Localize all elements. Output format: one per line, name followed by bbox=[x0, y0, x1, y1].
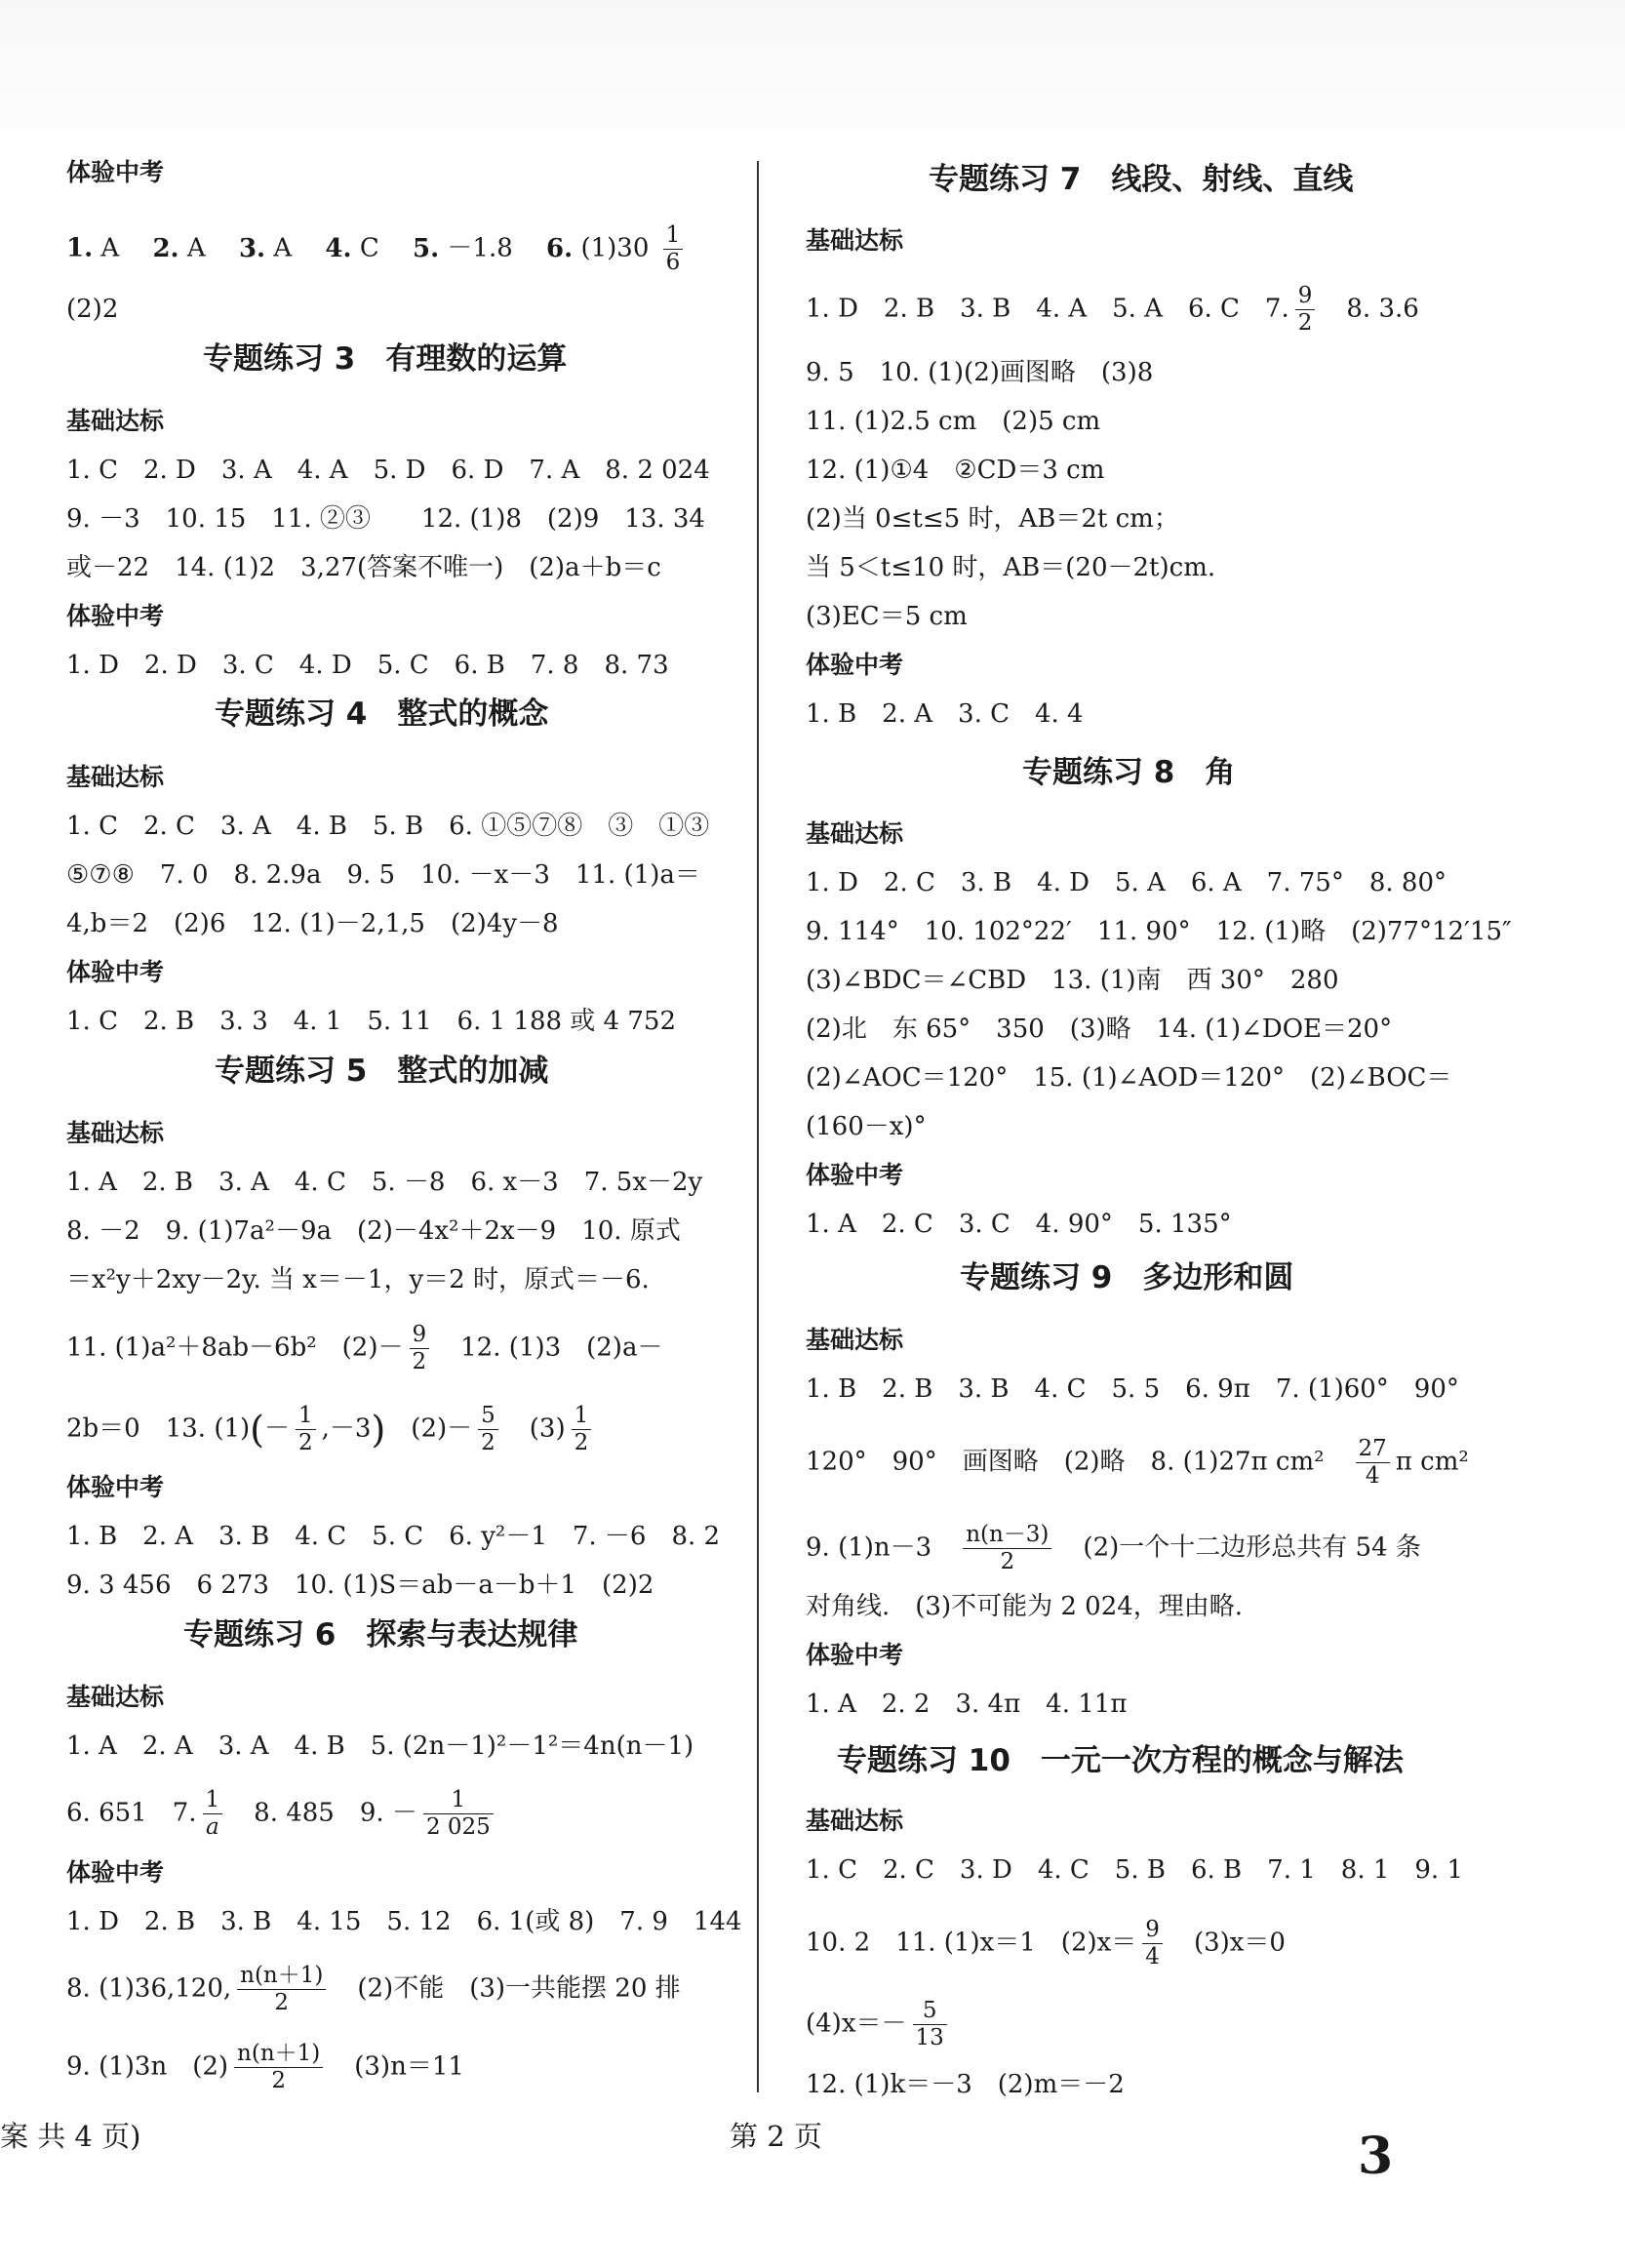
label-basic: 基础达标 bbox=[806, 1326, 904, 1354]
answer-row: 1. A 2. A 3. A 4. B 5. (2n－1)²－1²＝4n(n－1) bbox=[66, 1731, 694, 1761]
footer-page: 第 2 页 bbox=[730, 2120, 822, 2153]
fraction: $\frac{1}{2 025}$ bbox=[423, 1787, 494, 1841]
answer-row: 8. －2 9. (1)7a²－9a (2)－4x²＋2x－9 10. 原式 bbox=[66, 1216, 681, 1246]
answer-row: 1. C 2. C 3. A 4. B 5. B 6. ①⑤⑦⑧ ③ ①③ bbox=[66, 812, 710, 841]
fraction: $\frac{27}{4}$ bbox=[1356, 1436, 1390, 1490]
label-exam: 体验中考 bbox=[66, 958, 165, 986]
fraction: $\frac{1}{6}$ bbox=[663, 222, 684, 276]
answer-row: ＝x²y＋2xy－2y. 当 x＝－1，y＝2 时，原式＝－6. bbox=[66, 1265, 650, 1294]
answer-row: 1. A 2. B 3. A 4. C 5. －8 6. x－3 7. 5x－2y bbox=[66, 1168, 703, 1197]
answer-row: 9. 3 456 6 273 10. (1)S＝ab－a－b＋1 (2)2 bbox=[66, 1571, 654, 1600]
section-title-8: 专题练习 8 角 bbox=[1022, 755, 1236, 790]
fraction: $\frac{9}{2}$ bbox=[410, 1322, 430, 1375]
label-basic: 基础达标 bbox=[66, 1119, 165, 1147]
top-band bbox=[0, 0, 1625, 129]
answer-row: 2b＝0 13. (1)(－ $\frac{1}{2}$ ,－3) (2)－ $\frac{5}{2}$ (3) $\frac{1}{2}$ bbox=[66, 1403, 597, 1456]
label-basic: 基础达标 bbox=[66, 763, 165, 791]
answer-row: 1. C 2. D 3. A 4. A 5. D 6. D 7. A 8. 2 024 bbox=[66, 456, 710, 485]
answer-row: 9. －3 10. 15 11. ②③ 12. (1)8 (2)9 13. 34 bbox=[66, 504, 705, 534]
answer-row: (2)北 东 65° 350 (3)略 14. (1)∠DOE＝20° bbox=[806, 1015, 1393, 1044]
answer-row: 120° 90° 画图略 (2)略 8. (1)27π cm² $\frac{27}{4}$ π cm² bbox=[806, 1436, 1469, 1489]
answer-row: 9. (1)n－3 $\frac{n(n-3)}{2}$ (2)一个十二边形总共有 54 条 bbox=[806, 1522, 1421, 1574]
fraction: $\frac{n(n-3)}{2}$ bbox=[963, 1522, 1051, 1575]
answer-row: 12. (1)①4 ②CD＝3 cm bbox=[806, 456, 1105, 485]
label-basic: 基础达标 bbox=[806, 1807, 904, 1835]
fraction: $\frac{9}{4}$ bbox=[1142, 1917, 1163, 1970]
answer-row: 12. (1)k＝－3 (2)m＝－2 bbox=[806, 2070, 1125, 2099]
answer-row: 9. 114° 10. 102°22′ 11. 90° 12. (1)略 (2)77°12′15″ bbox=[806, 917, 1512, 946]
label-exam: 体验中考 bbox=[66, 158, 165, 186]
column-divider bbox=[757, 161, 759, 2092]
label-exam: 体验中考 bbox=[806, 651, 904, 679]
answer-row: (3)∠BDC＝∠CBD 13. (1)南 西 30° 280 bbox=[806, 966, 1339, 995]
section-title-4: 专题练习 4 整式的概念 bbox=[215, 696, 549, 732]
answer-row: 6. 651 7. $\frac{1}{a}$ 8. 485 9. － $\frac{1}{2 025}$ bbox=[66, 1787, 499, 1841]
answer-row: (4)x＝－ $\frac{5}{13}$ bbox=[806, 1998, 953, 2051]
fraction: $\frac{1}{a}$ bbox=[203, 1787, 223, 1841]
answer-row: 1. B 2. A 3. B 4. C 5. C 6. y²－1 7. －6 8. 2 bbox=[66, 1522, 721, 1551]
label-basic: 基础达标 bbox=[66, 1683, 165, 1711]
label-exam: 体验中考 bbox=[66, 602, 165, 630]
answer-row: 或－22 14. (1)2 3,27(答案不唯一) (2)a＋b＝c bbox=[66, 553, 661, 582]
fraction: $\frac{n(n+1)}{2}$ bbox=[234, 2041, 323, 2094]
answer-row: 1. D 2. D 3. C 4. D 5. C 6. B 7. 8 8. 73 bbox=[66, 651, 669, 680]
answer-row: 1. A 2. A 3. A 4. C 5. －1.8 6. (1)30 $\frac{1}{6}$ bbox=[66, 222, 689, 276]
answer-row: 1. A 2. 2 3. 4π 4. 11π bbox=[806, 1690, 1128, 1719]
answer-row: 1. D 2. B 3. B 4. A 5. A 6. C 7. $\frac{9}{2}$ 8. 3.6 bbox=[806, 283, 1419, 336]
fraction: $\frac{5}{2}$ bbox=[478, 1403, 498, 1456]
answer-row: ⑤⑦⑧ 7. 0 8. 2.9a 9. 5 10. －x－3 11. (1)a＝ bbox=[66, 860, 700, 890]
label-exam: 体验中考 bbox=[66, 1858, 165, 1887]
page-number-badge: 3 bbox=[1358, 2127, 1394, 2186]
answer-row: 11. (1)2.5 cm (2)5 cm bbox=[806, 407, 1101, 436]
answer-row: 1. D 2. C 3. B 4. D 5. A 6. A 7. 75° 8. 80° bbox=[806, 868, 1447, 897]
answer-row: 4,b＝2 (2)6 12. (1)－2,1,5 (2)4y－8 bbox=[66, 909, 559, 938]
footer-left: 案 共 4 页) bbox=[0, 2120, 141, 2153]
answer-row: 1. A 2. C 3. C 4. 90° 5. 135° bbox=[806, 1210, 1232, 1239]
label-exam: 体验中考 bbox=[806, 1641, 904, 1669]
label-basic: 基础达标 bbox=[806, 226, 904, 255]
answer-row: 当 5＜t≤10 时，AB＝(20－2t)cm. bbox=[806, 553, 1216, 582]
section-title-7: 专题练习 7 线段、射线、直线 bbox=[929, 162, 1354, 197]
answer-row: 对角线. (3)不可能为 2 024，理由略. bbox=[806, 1592, 1244, 1621]
answer-row: 1. C 2. C 3. D 4. C 5. B 6. B 7. 1 8. 1 9. 1 bbox=[806, 1855, 1464, 1885]
label-basic: 基础达标 bbox=[66, 407, 165, 435]
answer-row: (2)∠AOC＝120° 15. (1)∠AOD＝120° (2)∠BOC＝ bbox=[806, 1063, 1452, 1093]
answer-row: 1. B 2. B 3. B 4. C 5. 5 6. 9π 7. (1)60° 90° bbox=[806, 1374, 1459, 1404]
label-basic: 基础达标 bbox=[806, 819, 904, 848]
answer-row: 1. B 2. A 3. C 4. 4 bbox=[806, 699, 1084, 729]
fraction: $\frac{1}{2}$ bbox=[572, 1403, 592, 1456]
answer-row: 1. C 2. B 3. 3 4. 1 5. 11 6. 1 188 或 4 752 bbox=[66, 1007, 676, 1036]
label-exam: 体验中考 bbox=[66, 1473, 165, 1501]
answer-row: (160－x)° bbox=[806, 1112, 927, 1141]
section-title-10: 专题练习 10 一元一次方程的概念与解法 bbox=[837, 1743, 1404, 1778]
answer-row: (2)当 0≤t≤5 时，AB＝2t cm； bbox=[806, 504, 1179, 534]
section-title-6: 专题练习 6 探索与表达规律 bbox=[183, 1617, 578, 1652]
section-title-3: 专题练习 3 有理数的运算 bbox=[203, 341, 568, 377]
answer-row: 8. (1)36,120, $\frac{n(n+1)}{2}$ (2)不能 (3)一共能摆 20 排 bbox=[66, 1963, 681, 2015]
section-title-9: 专题练习 9 多边形和圆 bbox=[960, 1260, 1294, 1295]
section-title-5: 专题练习 5 整式的加减 bbox=[215, 1054, 549, 1089]
label-exam: 体验中考 bbox=[806, 1161, 904, 1189]
answer-row: (3)EC＝5 cm bbox=[806, 602, 968, 631]
answer-row: 11. (1)a²＋8ab－6b² (2)－ $\frac{9}{2}$ 12. (1)3 (2)a－ bbox=[66, 1322, 663, 1374]
answer-row: 10. 2 11. (1)x＝1 (2)x＝ $\frac{9}{4}$ (3)x＝0 bbox=[806, 1917, 1286, 1970]
answer-row: 1. D 2. B 3. B 4. 15 5. 12 6. 1(或 8) 7. 9 144 bbox=[66, 1907, 742, 1936]
answer-row: (2)2 bbox=[66, 295, 119, 324]
answer-row: 9. (1)3n (2) $\frac{n(n+1)}{2}$ (3)n＝11 bbox=[66, 2041, 464, 2093]
fraction: $\frac{1}{2}$ bbox=[296, 1403, 316, 1456]
answer-row: 9. 5 10. (1)(2)画图略 (3)8 bbox=[806, 358, 1154, 387]
fraction: $\frac{9}{2}$ bbox=[1295, 283, 1316, 337]
fraction: $\frac{n(n+1)}{2}$ bbox=[237, 1963, 326, 2016]
fraction: $\frac{5}{13}$ bbox=[913, 1998, 947, 2051]
